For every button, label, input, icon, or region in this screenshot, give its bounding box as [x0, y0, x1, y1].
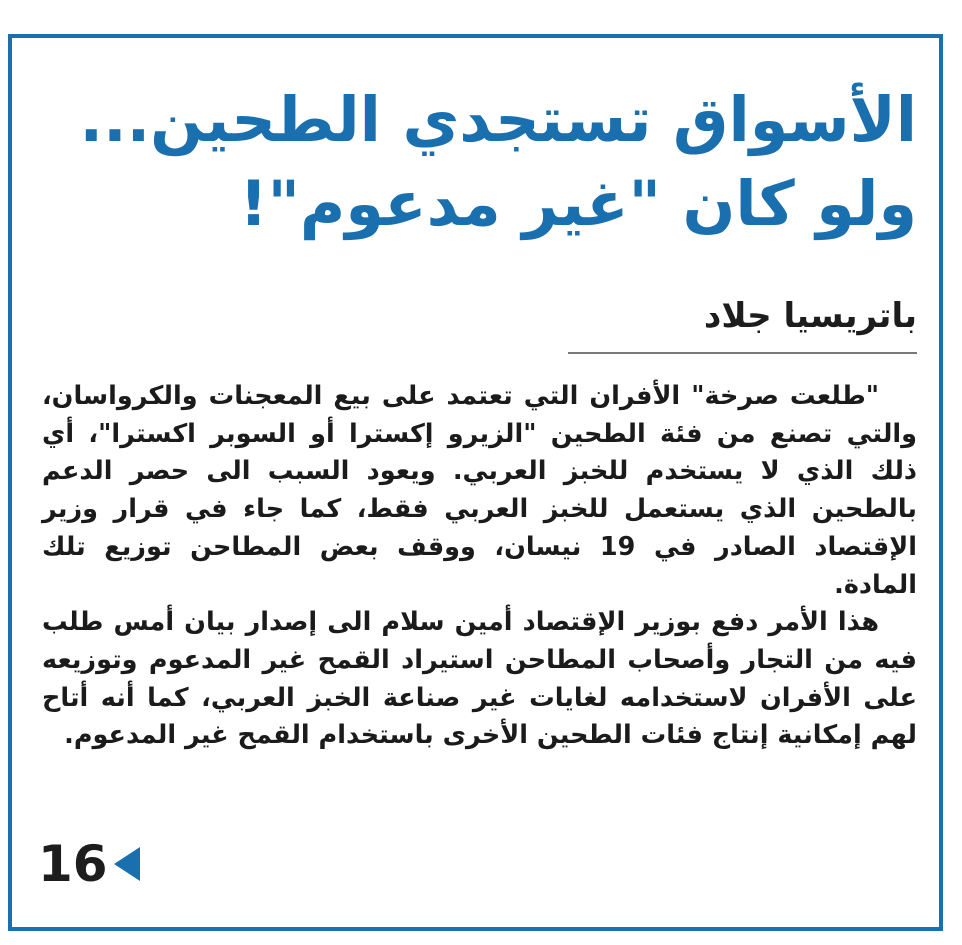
article-body	[42, 378, 917, 755]
headline-line-2: ولو كان "غير مدعوم"!	[239, 167, 917, 240]
page-number: 16	[38, 835, 108, 893]
paragraph-1: "طلعت صرخة" الأفران التي تعتمد على بيع المعجنات والكرواسان، والتي تصنع من فئة الطحين "الزيرو إكسترا أو السوبر اكسترا"، أي ذلك الذي لا يستخدم للخبز العربي. ويعود السبب الى حصر الدعم بالطحين الذي يستعمل للخبز العربي فقط، كما جاء في قرار وزير الإقتصاد الصادر في 19 نيسان، ووقف بعض المطاحن توزيع تلك المادة.	[42, 381, 917, 600]
headline-line-1: الأسواق تستجدي الطحين...	[79, 83, 917, 156]
triangle-pointer-icon	[114, 847, 140, 881]
byline-divider	[568, 352, 917, 354]
page-number-marker	[38, 836, 140, 892]
paragraph-2: هذا الأمر دفع بوزير الإقتصاد أمين سلام الى إصدار بيان أمس طلب فيه من التجار وأصحاب المطاحن استيراد القمح غير المدعوم وتوزيعه على الأفران لاستخدامه لغايات غير صناعة الخبز العربي، كما أنه أتاح لهم إمكانية إنتاج فئات الطحين الأخرى باستخدام القمح غير المدعوم.	[42, 607, 917, 751]
headline	[37, 78, 917, 246]
author-byline: باتريسيا جلاد	[703, 296, 917, 336]
